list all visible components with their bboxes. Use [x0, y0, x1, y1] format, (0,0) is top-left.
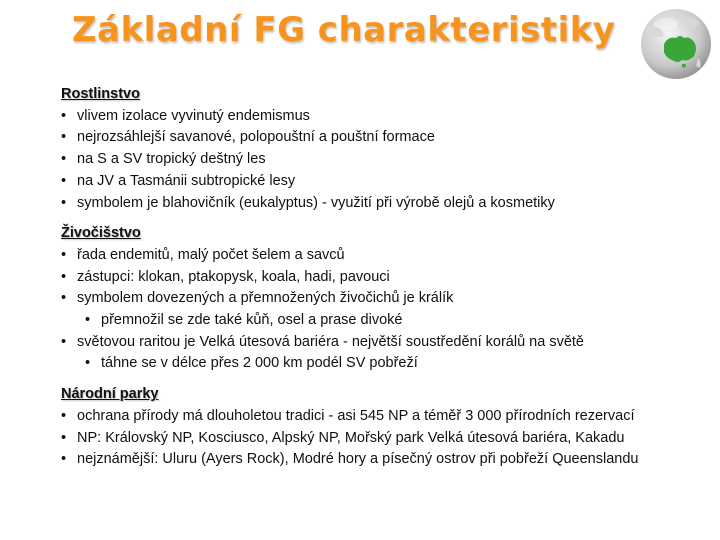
list-item: • symbolem dovezených a přemnožených živočichů je králík: [61, 288, 701, 310]
section-heading: Národní parky: [61, 386, 159, 403]
globe-australia-icon: [638, 6, 714, 82]
list-item: • nejrozsáhlejší savanové, polopouštní a pouštní formace: [61, 127, 701, 149]
list-item: • ochrana přírody má dlouholetou tradici - asi 545 NP a téměř 3 000 přírodních rezervací: [61, 406, 701, 428]
list-item: • řada endemitů, malý počet šelem a savců: [61, 245, 701, 267]
section-parks: [61, 384, 701, 471]
list-item: • světovou raritou je Velká útesová bariéra - největší soustředění korálů na světě: [61, 332, 701, 354]
list-item: • symbolem je blahovičník (eukalyptus) - využití při výrobě olejů a kosmetiky: [61, 193, 701, 215]
page-title: Základní FG charakteristiky: [72, 10, 616, 50]
section-heading: Rostlinstvo: [61, 86, 140, 102]
list-item: • na S a SV tropický deštný les: [61, 149, 701, 171]
content-body: [61, 84, 701, 480]
section-flora: [61, 84, 701, 214]
list-item: • nejznámější: Uluru (Ayers Rock), Modré hory a písečný ostrov při pobřeží Queenslandu: [61, 449, 701, 471]
list-subitem: • přemnožil se zde také kůň, osel a prase divoké: [85, 310, 701, 332]
section-fauna: [61, 223, 701, 375]
list-item: • zástupci: klokan, ptakopysk, koala, hadi, pavouci: [61, 267, 701, 289]
list-item: • vlivem izolace vyvinutý endemismus: [61, 106, 701, 128]
list-subitem: • táhne se v délce přes 2 000 km podél SV pobřeží: [85, 353, 701, 375]
section-heading: Živočišstvo: [61, 225, 141, 242]
list-item: • NP: Královský NP, Kosciusco, Alpský NP, Mořský park Velká útesová bariéra, Kakadu: [61, 428, 701, 450]
list-item: • na JV a Tasmánii subtropické lesy: [61, 171, 701, 193]
